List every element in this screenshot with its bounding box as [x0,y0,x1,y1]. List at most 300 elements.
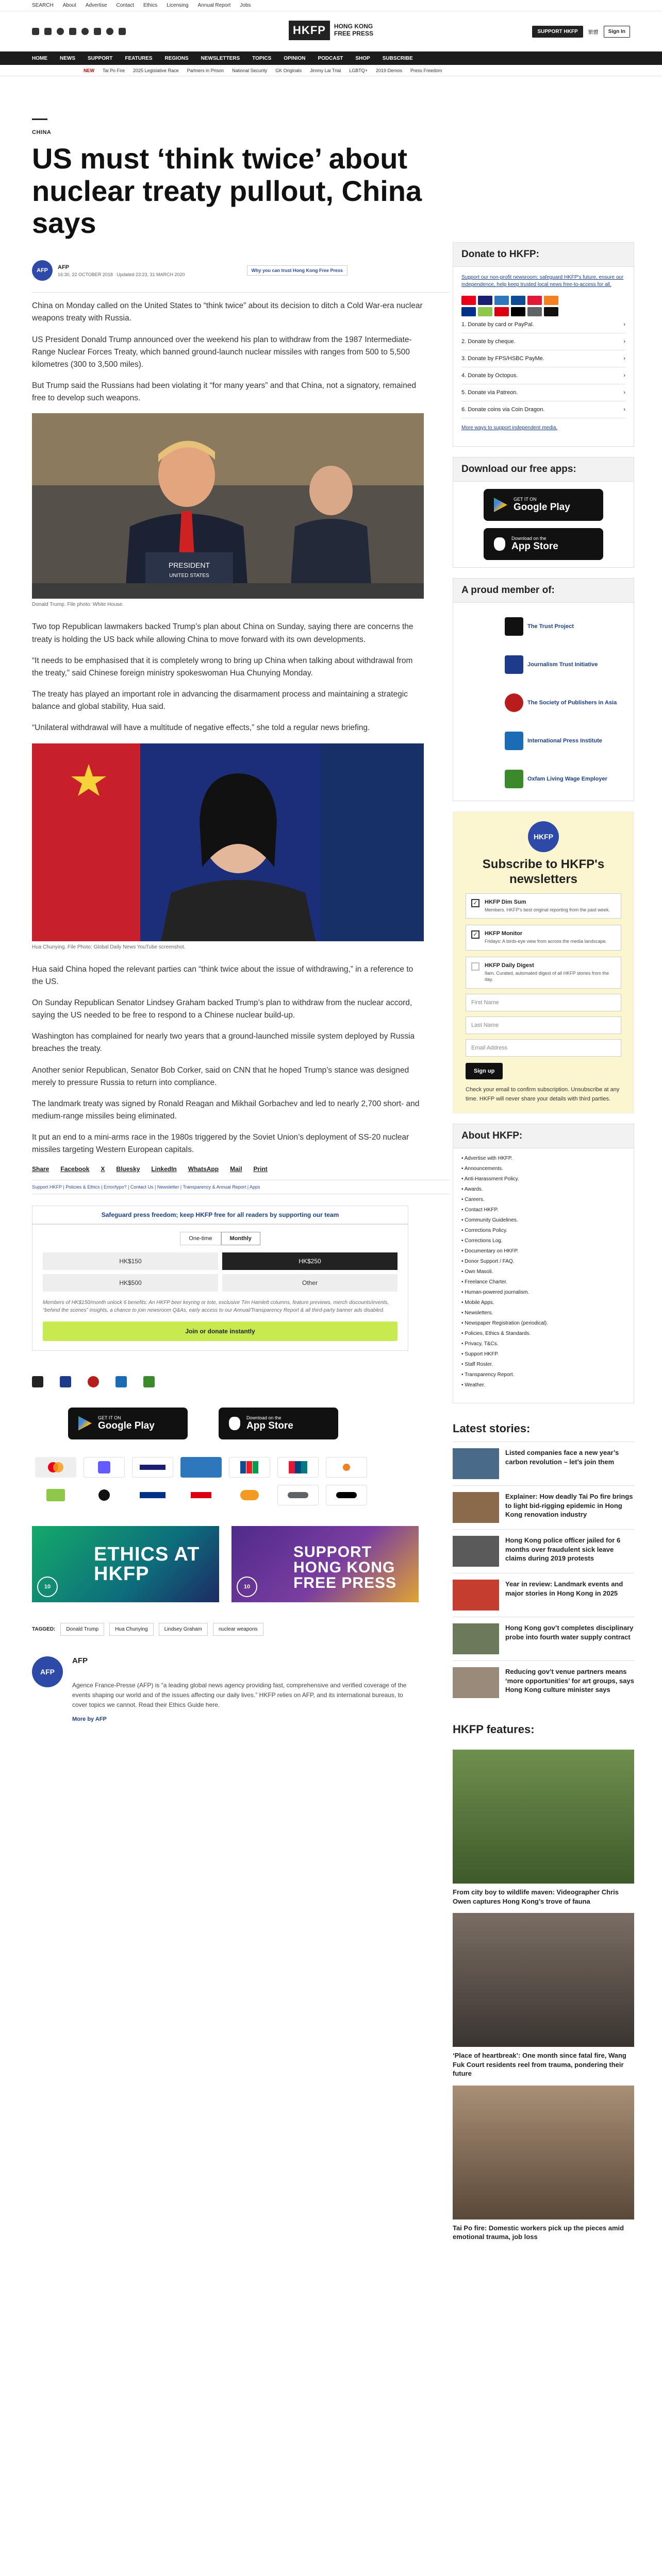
story-thumbnail [453,1623,499,1654]
member-name: International Press Institute [527,738,602,744]
latest-story[interactable] [453,1529,634,1573]
promo-banners [32,1526,450,1602]
about-link[interactable]: • Human-powered journalism. [461,1290,529,1296]
payme-icon [494,307,509,316]
paragraph: Hua said China hoped the relevant parties can “think twice about the issue of withdrawing,” in a reference to the US. [32,964,413,986]
monthly-option[interactable]: Monthly [221,1232,260,1245]
anniversary-badge: 10 [37,1577,58,1597]
nav-features[interactable]: FEATURES [125,55,153,61]
checkbox-checked-icon[interactable]: ✓ [471,899,479,907]
article-body [32,292,450,1156]
trending-link[interactable]: Jimmy Lai Trial [310,67,341,73]
feature-title: ‘Place of heartbreak’: One month since fatal fire, Wang Fuk Court residents reel from trauma, pondering their future [453,2052,626,2078]
fps-icon[interactable] [35,1485,76,1505]
facebook-icon[interactable] [32,28,39,35]
about-link[interactable]: • Freelance Charter. [461,1279,508,1285]
amount-option[interactable]: HK$150 [43,1252,218,1270]
trending-link[interactable]: GK Originals [275,67,302,73]
about-link[interactable]: • Mobile Apps. [461,1300,494,1306]
patreon-icon [544,307,558,316]
fps-icon [478,307,492,316]
amount-grid [43,1252,398,1292]
article-category[interactable]: CHINA [32,118,47,135]
google-play-button[interactable] [484,489,603,521]
article-title: US must ‘think twice’ about nuclear treaty pullout, China says [32,142,422,240]
story-title: Listed companies face a new year’s carbon revolution – let’s join them [505,1449,619,1466]
topbar-search[interactable]: SEARCH [32,3,54,8]
instagram-icon[interactable] [57,28,64,35]
share-mail[interactable]: Mail [230,1165,242,1173]
ipi-logo[interactable] [505,726,634,755]
donate-option-label: 2. Donate by cheque. [461,338,516,345]
google-play-big: Google Play [98,1420,155,1431]
share-whatsapp[interactable]: WhatsApp [188,1165,219,1173]
newsletter-option-desc: 9am. Curated, automated digest of all HKFP stories from the day. [485,970,609,982]
oxfam-logo[interactable] [505,765,634,793]
jti-icon [505,655,523,674]
app-store-small: Download on the [246,1415,282,1420]
logo-line1: HONG KONG [334,23,373,30]
app-store-button[interactable] [219,1408,338,1439]
app-store-buttons [32,1408,450,1439]
paragraph: The treaty has played an important role in advancing the disarmament process and maintaining a strategic balance and global stability, Hua said. [32,690,408,711]
nav-regions[interactable]: REGIONS [164,55,189,61]
sopa-icon [505,693,523,712]
trust-project-logo[interactable] [32,1375,43,1389]
ipi-logo[interactable] [115,1375,127,1389]
story-thumbnail [453,1580,499,1611]
author-box [32,1656,450,1723]
member-name: The Society of Publishers in Asia [527,700,617,706]
tag[interactable]: Hua Chunying [109,1623,153,1636]
top-utility-bar [0,0,662,11]
app-store-small: Download on the [511,536,547,541]
telegram-icon[interactable] [106,28,113,35]
last-name-field[interactable]: Last Name [466,1016,621,1034]
feature-story[interactable] [453,1750,634,1906]
features-section [453,1717,634,2242]
newsletter-option[interactable] [466,957,621,989]
checkbox-icon[interactable] [471,962,479,971]
donate-option[interactable] [461,367,625,384]
membership-note: Members of HK$150/month unlock 6 benefits: An HKFP beer keyring or tote, exclusive Tim Hamlett columns, feature previews, merch discounts/events, “behind the scenes” insights, a chance to join newsroom Q&As, early access to our Annual/Transparency Report & all third-party banner ads disabled. [43,1299,389,1313]
newsletter-option-desc: Fridays: A birds-eye view from across the media landscape. [485,939,607,944]
newsletter-option[interactable] [466,925,621,951]
donate-option-label: 1. Donate by card or PayPal. [461,321,534,328]
more-ways-link[interactable]: More ways to support independent media. [461,425,558,431]
nav-newsletters[interactable]: NEWSLETTERS [201,55,240,61]
ethics-banner[interactable] [32,1526,219,1602]
site-header [0,11,662,52]
trending-link[interactable]: 2019 Demos [375,67,402,73]
feature-story[interactable] [453,2086,634,2242]
chevron-right-icon: › [623,406,625,413]
topbar-contact[interactable]: Contact [116,3,134,8]
safeguard-banner[interactable]: Safeguard press freedom; keep HKFP free for all readers by supporting our team [32,1206,408,1224]
ipi-icon [505,732,523,750]
topbar-annual-report[interactable]: Annual Report [197,3,231,8]
about-link[interactable]: • Awards. [461,1187,483,1193]
newsletter-option-title: HKFP Daily Digest [485,962,534,969]
about-link[interactable]: • Documentary on HKFP. [461,1248,519,1255]
latest-story[interactable] [453,1660,634,1704]
story-thumbnail [453,1492,499,1523]
story-title: Hong Kong police officer jailed for 6 months over fraudulent sick leave claims during 2019 protests [505,1536,621,1563]
member-name: The Trust Project [527,623,574,630]
nav-topics[interactable]: TOPICS [252,55,272,61]
paragraph: “Unilateral withdrawal will have a multitude of negative effects,” she told a regular news briefing. [32,723,370,733]
updated-text: Updated 23:23, 31 MARCH 2020 [117,272,185,277]
trending-link[interactable]: 2025 Legislative Race [133,67,179,73]
share-x[interactable]: X [101,1165,105,1173]
nav-news[interactable]: NEWS [60,55,75,61]
donate-heading: Donate to HKFP: [453,243,634,267]
trending-link[interactable]: LGBTQ+ [349,67,368,73]
paragraph: Two top Republican lawmakers backed Trump’s plan about China on Sunday, saying there are concerns the treaty is holding the US back while allowing China to move forward with its own developments. [32,622,413,644]
chevron-right-icon: › [623,338,625,345]
visa-icon [478,296,492,305]
about-box [453,1124,634,1403]
chevron-right-icon: › [623,372,625,379]
google-play-button[interactable] [68,1408,188,1439]
newsletter-box [453,811,634,1113]
feature-image [453,1913,634,2047]
newsletter-option-text [485,899,610,913]
feature-image [453,2086,634,2219]
paragraph: On Sunday Republican Senator Lindsey Graham backed Trump’s plan to withdraw from the nuclear accord, saying the US needed to be free to respond to a Chinese nuclear build-up. [32,998,412,1020]
logo-line2: FREE PRESS [334,30,373,37]
latest-story[interactable] [453,1442,634,1485]
trust-project-logo[interactable] [505,612,634,641]
about-link[interactable]: • Staff Roster. [461,1362,493,1368]
nav-subscribe[interactable]: SUBSCRIBE [382,55,413,61]
anniversary-badge: 10 [237,1577,257,1597]
author-box-content [72,1656,412,1723]
topbar-jobs[interactable]: Jobs [240,3,251,8]
language-toggle[interactable]: 繁體 [588,30,599,36]
membership-box [453,578,634,801]
membership-heading: A proud member of: [453,579,634,603]
apple-pay-icon[interactable] [326,1485,367,1505]
support-button[interactable]: SUPPORT HKFP [532,26,583,38]
tag-list [32,1623,450,1636]
stripe-icon[interactable] [84,1457,125,1478]
app-store-big: App Store [511,541,558,552]
donate-option-label: 3. Donate by FPS/HSBC PayMe. [461,355,544,362]
newsletter-option[interactable] [466,893,621,919]
story-title: Year in review: Landmark events and major stories in Hong Kong in 2025 [505,1580,623,1597]
about-link[interactable]: • Contact HKFP. [461,1207,499,1213]
donate-box-body [453,267,634,439]
story-title: Explainer: How deadly Tai Po fire brings to light bid-rigging epidemic in Hong Kong renovation industry [505,1493,633,1519]
date-text: 16:30, 22 OCTOBER 2018 [58,272,113,277]
podium-subtext: UNITED STATES [169,573,209,579]
trending-link[interactable]: Press Freedom [410,67,442,73]
tag[interactable]: Lindsey Graham [159,1623,208,1636]
tags-label: TAGGED: [32,1626,56,1632]
hua-photo [32,743,424,941]
feature-title: Tai Po fire: Domestic workers pick up the pieces amid emotional trauma, job loss [453,2224,624,2241]
email-field[interactable]: Email Address [466,1039,621,1057]
more-by-author-link[interactable]: More by AFP [72,1716,107,1723]
latest-story[interactable] [453,1485,634,1529]
google-play-icon [494,498,507,512]
jcb-icon [511,296,525,305]
paragraph: Another senior Republican, Senator Bob Corker, said on CNN that he hoped Trump’s stance was designed merely to pressure Russia to return into compliance. [32,1065,409,1087]
youtube-icon[interactable] [69,28,76,35]
newsletter-option-title: HKFP Monitor [485,930,523,937]
donate-option[interactable] [461,401,625,418]
trump-photo [32,413,424,599]
sopa-logo[interactable] [88,1375,99,1389]
tag[interactable]: nuclear weapons [213,1623,263,1636]
newsletter-option-text [485,930,607,945]
share-bluesky[interactable]: Bluesky [116,1165,140,1173]
about-link[interactable]: • Donor Support / FAQ. [461,1259,515,1265]
google-play-big: Google Play [514,502,570,513]
membership-list [453,612,634,793]
feature-title: From city boy to wildlife maven: Videographer Chris Owen captures Hong Kong’s trove of fauna [453,1888,619,1905]
sopa-logo[interactable] [505,688,634,717]
story-thumbnail [453,1448,499,1479]
one-time-option[interactable]: One-time [180,1232,221,1245]
latest-story[interactable] [453,1617,634,1660]
story-thumbnail [453,1667,499,1698]
author-description: Agence France-Presse (AFP) is “a leading global news agency providing fast, comprehensive and verified coverage of the events shaping our world and of the issues affecting our daily lives.” HKFP relies on AFP, and its international bureaus, to cover topics we cannot. Read their Ethics Guide here. [72,1681,407,1708]
threads-icon[interactable] [81,28,89,35]
share-linkedin[interactable]: LinkedIn [151,1165,177,1173]
paypal-icon [461,307,476,316]
amount-other[interactable]: Other [222,1274,398,1292]
nav-opinion[interactable]: OPINION [284,55,306,61]
topbar-ethics[interactable]: Ethics [143,3,158,8]
google-play-text [514,497,570,513]
discover-icon[interactable] [326,1457,367,1478]
share-bar [32,1165,450,1173]
google-pay-icon[interactable] [277,1485,319,1505]
story-thumbnail [453,1536,499,1567]
support-banner[interactable] [231,1526,419,1602]
newsletter-logo: HKFP [528,821,559,852]
apps-heading: Download our free apps: [453,457,634,482]
sidebar [453,242,634,2242]
share-print[interactable]: Print [253,1165,268,1173]
chevron-right-icon: › [623,355,625,362]
google-play-text [98,1415,155,1432]
latest-story[interactable] [453,1573,634,1617]
oxfam-icon [143,1376,155,1387]
about-link[interactable]: • Support HKFP. [461,1351,499,1358]
logo-box: HKFP [289,21,330,40]
donate-now-button[interactable]: Join or donate instantly [43,1321,398,1341]
member-name: Journalism Trust Initiative [527,662,598,668]
story-title: Hong Kong gov’t completes disciplinary probe into fourth water supply contract [505,1624,634,1641]
amex-icon [494,296,509,305]
trump-photo-art [32,413,424,599]
mastercard-icon[interactable] [35,1457,76,1478]
donate-option-label: 5. Donate via Patreon. [461,389,518,396]
nav-podcast[interactable]: PODCAST [318,55,343,61]
mastercard-icon [461,296,476,305]
patreon-icon[interactable] [84,1485,125,1505]
about-link[interactable]: • Newspaper Registration (periodical). [461,1320,549,1327]
first-name-field[interactable]: First Name [466,994,621,1011]
logo-text [334,23,373,38]
author-box-avatar[interactable]: AFP [32,1656,63,1687]
site-logo[interactable] [289,21,373,40]
donate-option[interactable] [461,316,625,333]
newsletter-note: Check your email to confirm subscription. Unsubscribe at any time. HKFP will never share your details with third parties. [466,1086,620,1102]
unionpay-icon [527,296,542,305]
chevron-right-icon: › [623,321,625,328]
x-icon[interactable] [44,28,52,35]
topbar-about[interactable]: About [62,3,76,8]
article-footer-links[interactable]: Support HKFP | Policies & Ethics | Error/typo? | Contact Us | Newsletter | Transparency & Annual Report | Apps [32,1180,450,1194]
about-link[interactable]: • Anti-Harassment Policy. [461,1176,519,1182]
features-heading: HKFP features: [453,1723,535,1736]
about-link[interactable]: • Policies, Ethics & Standards. [461,1331,531,1337]
author-name[interactable]: AFP [58,264,69,270]
about-heading: About HKFP: [453,1124,634,1148]
trending-link[interactable]: Tai Po Fire [103,67,125,73]
app-store-big: App Store [246,1420,293,1431]
story-title: Reducing gov’t venue partners means ‘more opportunities’ for art groups, says Hong Kong culture minister says [505,1668,634,1694]
hua-photo-art [32,743,424,941]
amount-option-selected[interactable]: HK$250 [222,1252,398,1270]
jti-icon [60,1376,71,1387]
author-box-name[interactable]: AFP [72,1656,88,1665]
payment-methods [32,1457,450,1505]
visa-icon[interactable] [132,1457,173,1478]
newsletter-option-text [485,962,616,983]
member-name: Oxfam Living Wage Employer [527,776,607,782]
donate-intro-link[interactable]: Support our non-profit newsroom: safeguard HKFP's future, ensure our independence, help keep trusted local news free-to-access for all. [461,275,624,287]
share-label: Share [32,1165,49,1173]
google-play-icon [78,1416,92,1431]
about-link[interactable]: • Careers. [461,1197,485,1203]
topbar-advertise[interactable]: Advertise [85,3,107,8]
sopa-icon [88,1376,99,1387]
paragraph: “It needs to be emphasised that it is completely wrong to bring up China when talking about withdrawal from the treaty,” said Chinese foreign ministry spokeswoman Hua Chunying Monday. [32,656,413,677]
social-icons [32,28,126,35]
paragraph: But Trump said the Russians had been violating it “for many years” and that China, not a signatory, remained free to develop such weapons. [32,381,416,403]
topbar-licensing[interactable]: Licensing [167,3,189,8]
jti-logo[interactable] [60,1375,71,1389]
apple-icon [229,1417,240,1430]
about-link[interactable]: • Corrections Policy. [461,1228,507,1234]
about-link[interactable]: • Privacy, T&Cs. [461,1341,499,1347]
new-badge: NEW [84,67,94,73]
support-banner-text: SUPPORT HONG KONG FREE PRESS [293,1543,397,1591]
trust-link[interactable]: Why you can trust Hong Kong Free Press [247,265,348,276]
publish-date [58,272,185,277]
trending-bar [0,65,662,76]
paragraph: Washington has complained for nearly two years that a ground-launched missile system deployed by Russia breaches the treaty. [32,1032,415,1054]
about-link[interactable]: • Advertise with HKFP. [461,1156,512,1162]
paragraph: It put an end to a mini-arms race in the 1980s triggered by the Soviet Union’s deployment of SS-20 nuclear missiles targeting Western European capitals. [32,1133,409,1155]
google-pay-icon [527,307,542,316]
photo-caption: Hua Chunying. File Photo: Global Daily News YouTube screenshot. [32,944,186,950]
podium-text: PRESIDENT [168,561,210,570]
payme-icon[interactable] [180,1485,222,1505]
about-link[interactable]: • Transparency Report. [461,1372,515,1378]
google-play-small: GET IT ON [514,497,537,502]
newsletter-heading: Subscribe to HKFP's newsletters [482,857,605,886]
nav-shop[interactable]: SHOP [355,55,370,61]
newsletter-option-desc: Members. HKFP's best original reporting from the past week. [485,907,610,912]
ethics-banner-text: ETHICS AT HKFP [94,1543,200,1585]
ipi-icon [115,1376,127,1387]
paypal-icon[interactable] [132,1485,173,1505]
linkedin-icon[interactable] [94,28,101,35]
apps-box [453,457,634,568]
jti-logo[interactable] [505,650,634,679]
bluesky-icon[interactable] [119,28,126,35]
app-store-text [511,536,558,552]
chevron-right-icon: › [623,389,625,396]
discover-icon [544,296,558,305]
checkbox-checked-icon[interactable]: ✓ [471,930,479,939]
trust-project-icon [32,1376,43,1387]
donate-option[interactable] [461,384,625,401]
feature-story[interactable] [453,1913,634,2078]
oxfam-icon [505,770,523,788]
unionpay-icon[interactable] [277,1457,319,1478]
app-store-button[interactable] [484,528,603,560]
share-facebook[interactable]: Facebook [60,1165,90,1173]
sign-in-button[interactable]: Sign In [604,26,630,38]
donate-box [453,242,634,447]
newsletter-option-title: HKFP Dim Sum [485,899,526,905]
about-link[interactable]: • Community Guidelines. [461,1217,518,1224]
frequency-toggle [43,1232,398,1245]
jcb-icon[interactable] [229,1457,270,1478]
nav-support[interactable]: SUPPORT [88,55,113,61]
donate-option[interactable] [461,350,625,367]
apple-pay-icon [511,307,525,316]
donate-option[interactable] [461,333,625,350]
about-link[interactable]: • Corrections Log. [461,1238,503,1244]
about-link[interactable]: • Weather. [461,1382,486,1388]
about-link[interactable]: • Own Masoli. [461,1269,493,1275]
author-avatar[interactable]: AFP [32,260,53,281]
donate-widget [32,1224,408,1351]
amex-icon[interactable] [180,1457,222,1478]
paragraph: US President Donald Trump announced over the weekend his plan to withdraw from the 1987 Intermediate-Range Nuclear Forces Treaty, which banned ground-launch nuclear missiles with ranges from 500 to 5,500 kilometres (300 to 3,500 miles). [32,335,412,369]
card-icons [461,296,570,316]
oxfam-logo[interactable] [143,1375,155,1389]
header-actions [532,26,630,38]
paragraph: China on Monday called on the United States to “think twice” about its decision to ditch a Cold War-era nuclear weapons treaty with Russia. [32,301,423,323]
sign-up-button[interactable]: Sign up [466,1063,503,1079]
paragraph: The landmark treaty was signed by Ronald Reagan and Mikhail Gorbachev and led to nearly 2,700 short- and medium-range missiles being eliminated. [32,1099,420,1121]
apple-icon [494,537,505,551]
amount-option[interactable]: HK$500 [43,1274,218,1292]
about-links [453,1148,634,1396]
about-link[interactable]: • Announcements. [461,1166,503,1172]
trending-link[interactable]: National Security [232,67,268,73]
about-link[interactable]: • Newsletters. [461,1310,493,1316]
octopus-icon[interactable] [229,1485,270,1505]
byline [32,260,450,281]
trending-link[interactable]: Partners in Prison [187,67,224,73]
nav-home[interactable]: HOME [32,55,47,61]
donate-option-label: 6. Donate coins via Coin Dragon. [461,406,545,413]
main-nav [0,52,662,65]
tag[interactable]: Donald Trump [60,1623,104,1636]
latest-heading: Latest stories: [453,1422,531,1435]
feature-image [453,1750,634,1884]
